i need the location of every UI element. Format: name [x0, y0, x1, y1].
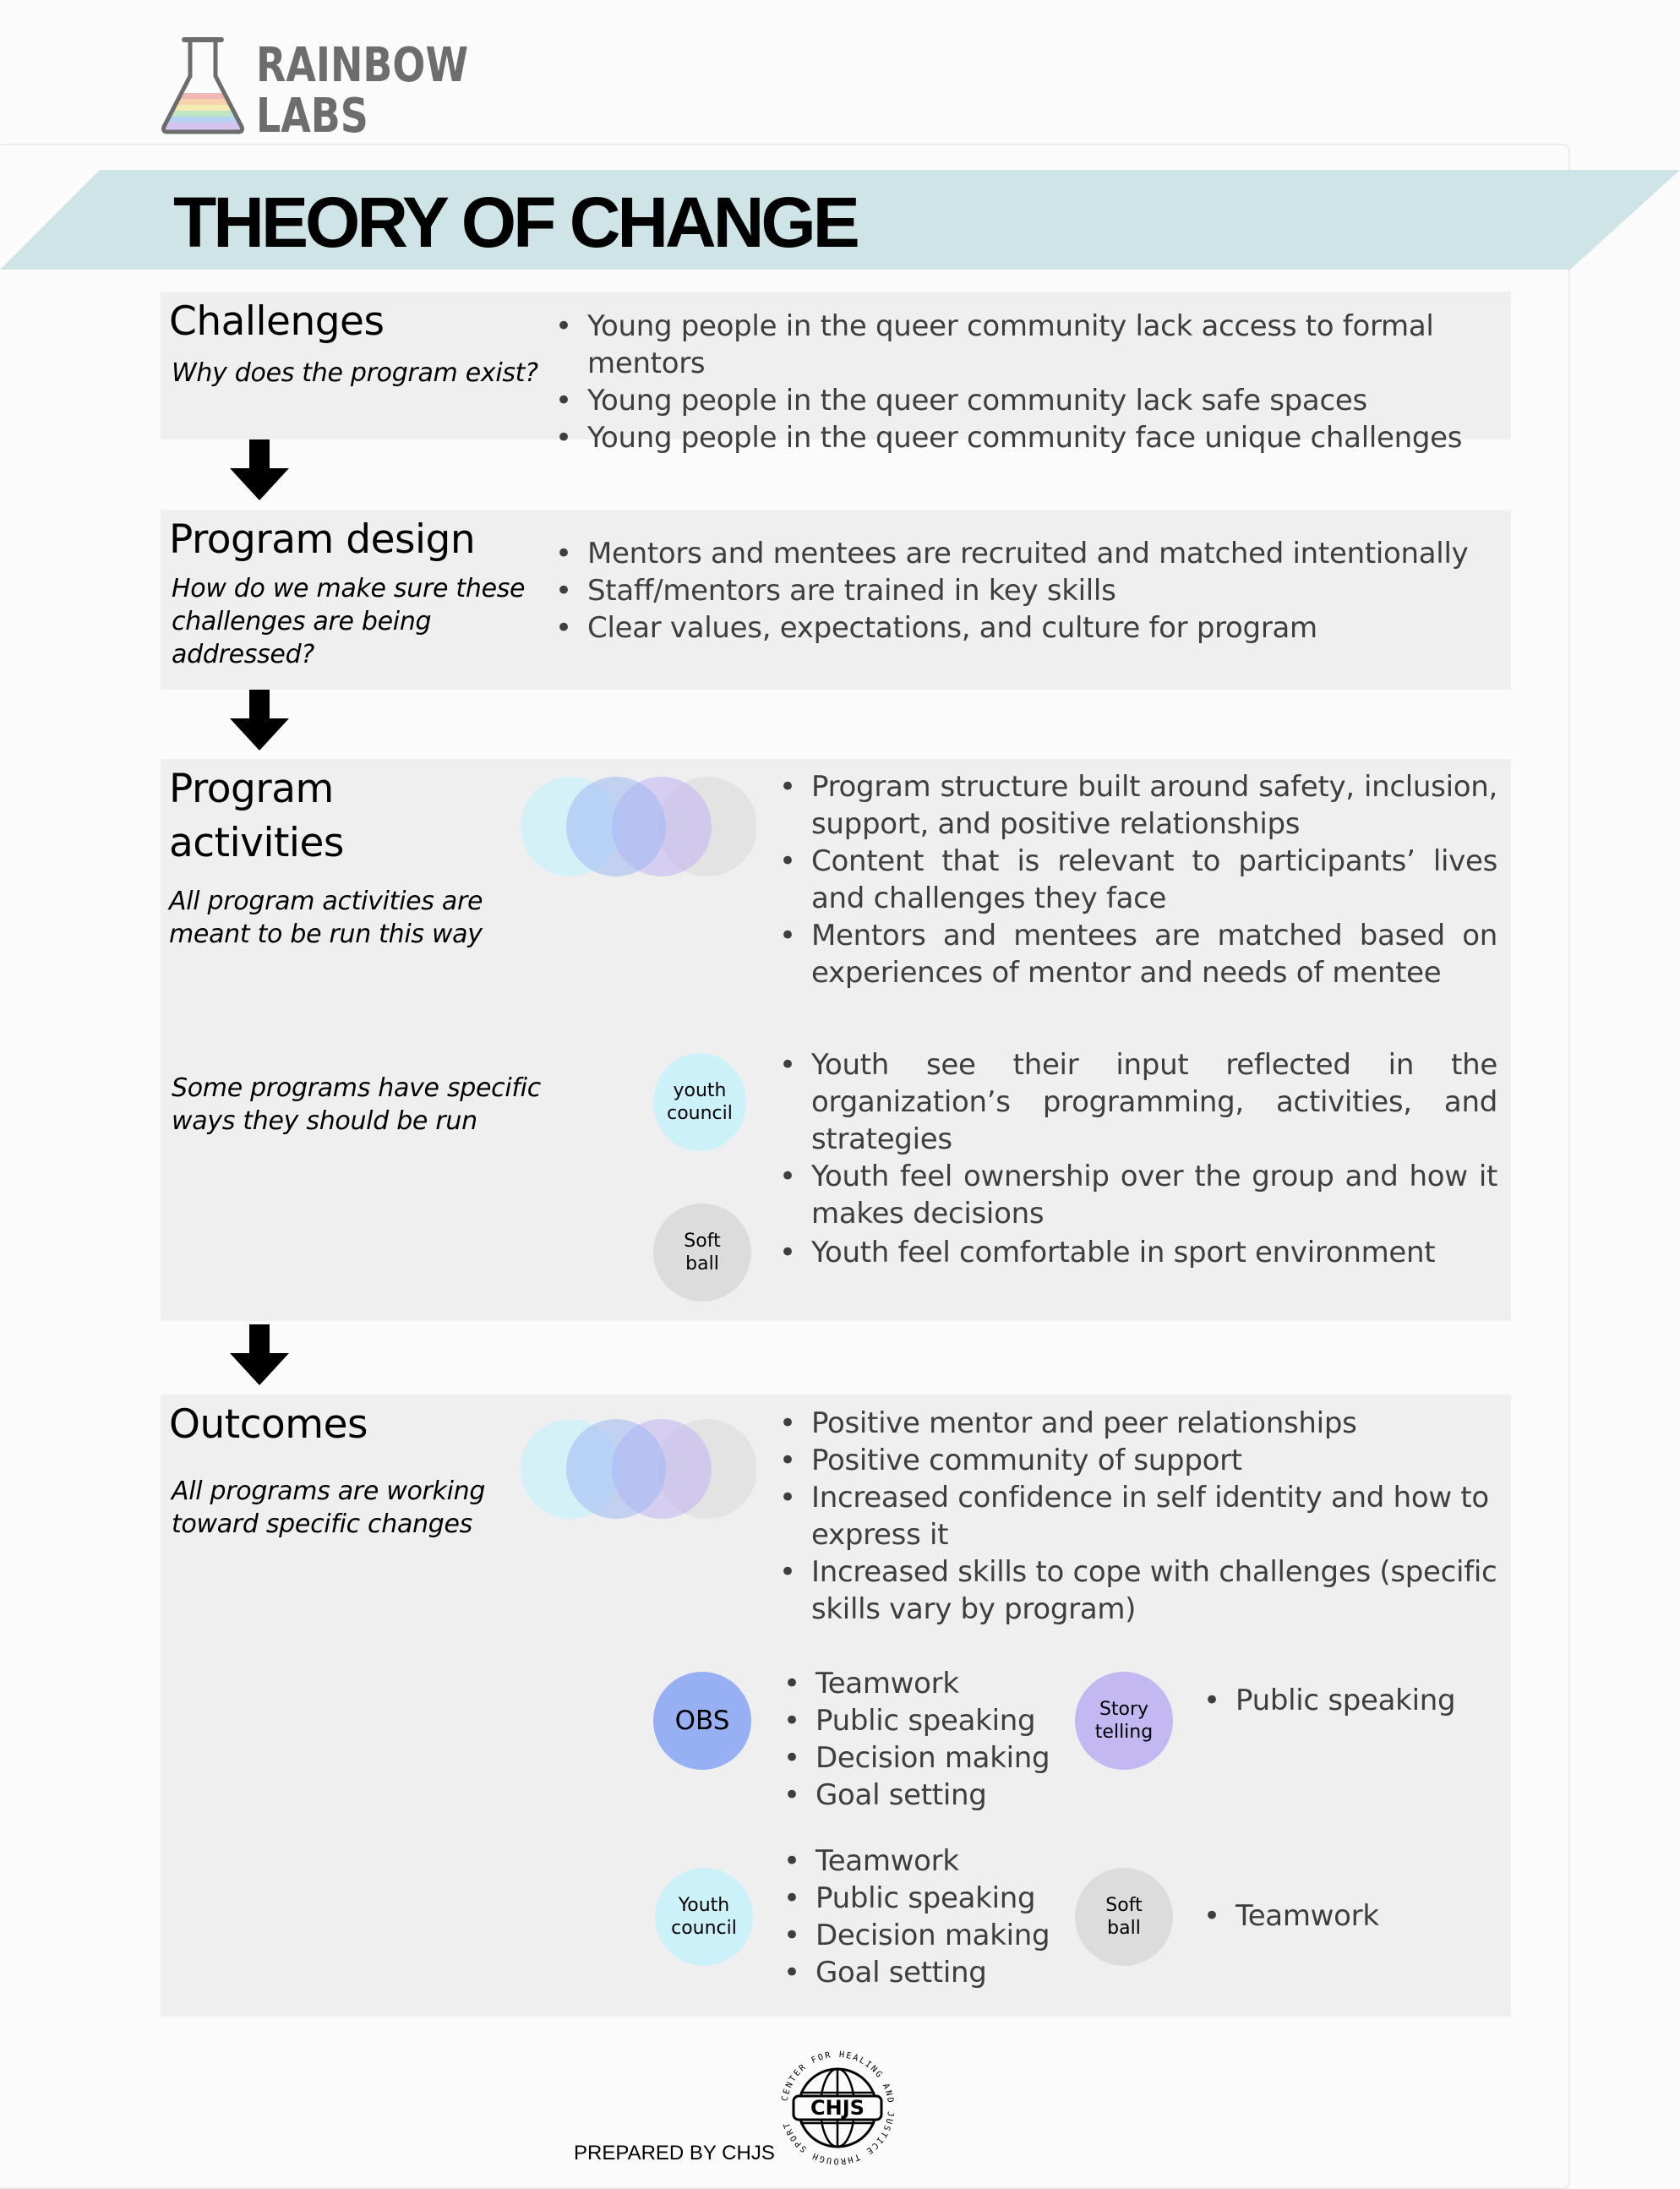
section-program-design [161, 510, 1511, 690]
list-item: • Public speaking [1202, 1682, 1489, 1719]
list-item: • Teamwork [782, 1842, 1052, 1880]
list-item: • Increased skills to cope with challenges (specific skills vary by program) [777, 1553, 1497, 1628]
seal-ring-text: CENTER FOR HEALING AND JUSTICE THROUGH SPORT [780, 2050, 896, 2166]
youth-council-outcome-bullets [782, 1842, 1052, 1991]
obs-bubble: OBS [653, 1672, 751, 1770]
list-item: • Positive mentor and peer relationships [777, 1405, 1497, 1442]
youth-council-bubble: youth council [653, 1053, 746, 1151]
list-item: • Young people in the queer community lack access to formal mentors [554, 308, 1500, 382]
activities-specific-question: Some programs have specific ways they should be run [172, 1073, 541, 1136]
logo-text [256, 38, 469, 144]
storytelling-bubble: Story telling [1075, 1672, 1173, 1770]
list-item: • Young people in the queer community lack safe spaces [554, 382, 1500, 419]
list-item: • Young people in the queer community face unique challenges [554, 419, 1500, 456]
activities-bullets [777, 768, 1497, 991]
section-program-activities [161, 759, 1511, 1321]
list-item: • Public speaking [782, 1880, 1052, 1917]
list-item: • Decision making [782, 1739, 1052, 1777]
page-title: THEORY OF CHANGE [173, 183, 857, 262]
flask-icon [161, 35, 245, 137]
list-item: • Youth feel comfortable in sport environment [777, 1234, 1497, 1271]
list-item: • Youth feel ownership over the group and how it makes decisions [777, 1158, 1497, 1232]
list-item: • Content that is relevant to participants’ lives and challenges they face [777, 843, 1497, 917]
softball-outcome-bullets [1202, 1897, 1489, 1935]
youth-council-bullets [777, 1046, 1497, 1232]
list-item: • Mentors and mentees are recruited and matched intentionally [554, 535, 1500, 572]
logo-line-1: RAINBOW [256, 38, 469, 93]
design-bullets [554, 535, 1500, 647]
activities-question: All program activities are meant to be run this way [169, 887, 483, 949]
venn-diagram-icon [520, 776, 756, 877]
prepared-by-label: PREPARED BY CHJS [574, 2142, 775, 2164]
section-outcomes [161, 1395, 1511, 2017]
list-item: • Decision making [782, 1917, 1052, 1954]
list-item: • Positive community of support [777, 1442, 1497, 1479]
design-heading: Program design [169, 516, 476, 563]
list-item: • Clear values, expectations, and culture for program [554, 609, 1500, 647]
list-item: • Mentors and mentees are matched based on experiences of mentor and needs of mentee [777, 917, 1497, 991]
logo-line-2: LABS [256, 89, 368, 144]
venn-diagram-icon [520, 1418, 756, 1520]
list-item: • Program structure built around safety, inclusion, support, and positive relationships [777, 768, 1497, 843]
softball-bubble: Soft ball [653, 1204, 751, 1302]
rainbow-labs-logo [161, 35, 469, 145]
softball-outcome-bubble: Soft ball [1075, 1868, 1173, 1966]
youth-council-outcome-bubble: Youth council [655, 1868, 753, 1966]
seal-abbrev: CHJS [810, 2096, 865, 2120]
list-item: • Goal setting [782, 1954, 1052, 1991]
down-arrow-icon [230, 690, 289, 751]
list-item: • Public speaking [782, 1702, 1052, 1739]
softball-bullets [777, 1234, 1497, 1271]
down-arrow-icon [230, 1324, 289, 1385]
challenges-heading: Challenges [169, 298, 385, 345]
obs-bullets [782, 1665, 1052, 1814]
down-arrow-icon [230, 439, 289, 500]
list-item: • Increased confidence in self identity and how to express it [777, 1479, 1497, 1553]
challenges-bullets [554, 308, 1500, 456]
outcomes-heading: Outcomes [169, 1401, 368, 1448]
list-item: • Staff/mentors are trained in key skills [554, 572, 1500, 609]
design-question: How do we make sure these challenges are being addressed? [172, 574, 526, 669]
outcomes-bullets [777, 1405, 1497, 1628]
list-item: • Teamwork [782, 1665, 1052, 1702]
challenges-question: Why does the program exist? [172, 358, 538, 388]
list-item: • Goal setting [782, 1777, 1052, 1814]
outcomes-question: All programs are working toward specific changes [172, 1477, 486, 1539]
chjs-seal-logo [773, 2044, 902, 2172]
list-item: • Youth see their input reflected in the organization’s programming, activities, and strategies [777, 1046, 1497, 1158]
storytelling-bullets [1202, 1682, 1489, 1719]
section-challenges [161, 292, 1511, 455]
list-item: • Teamwork [1202, 1897, 1489, 1935]
activities-heading: Program activities [169, 766, 344, 866]
